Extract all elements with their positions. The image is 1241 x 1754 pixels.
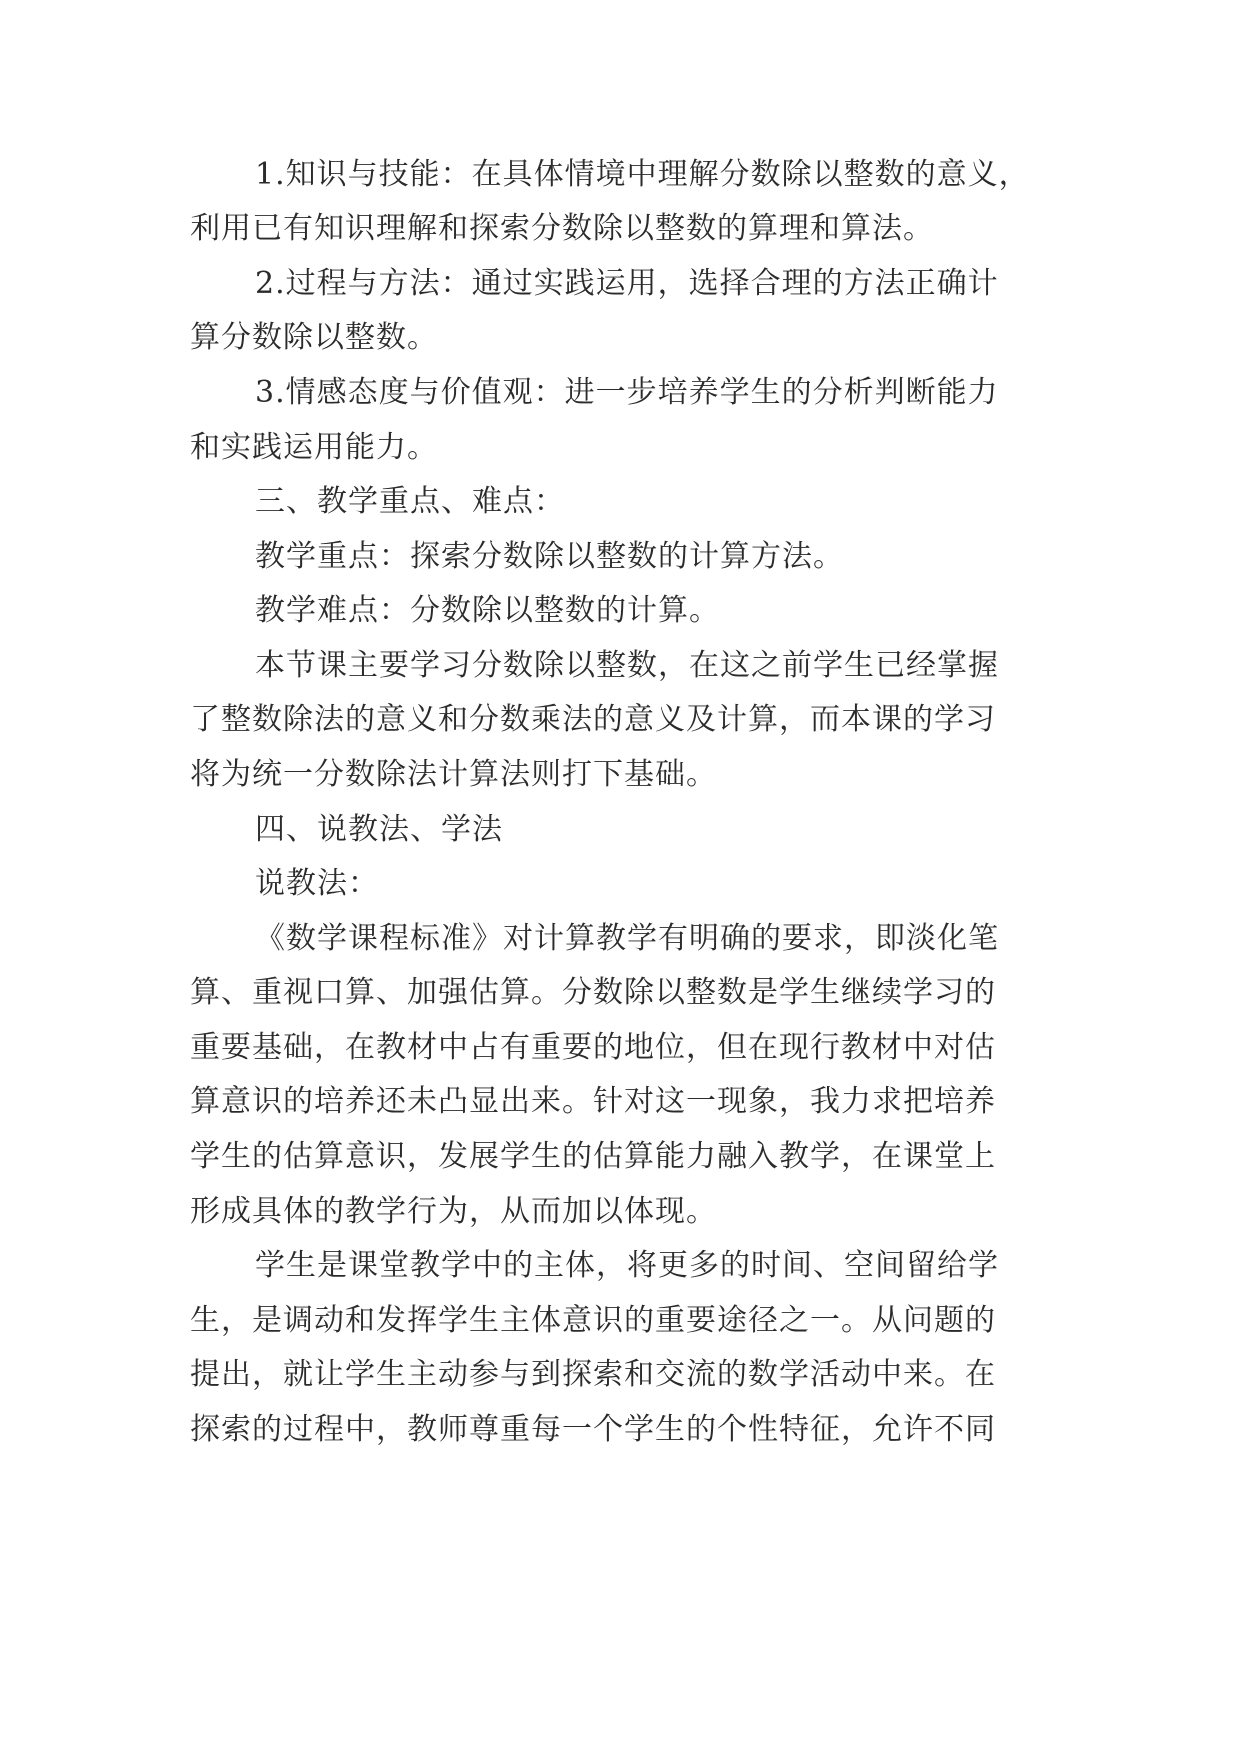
difficulty-line: 教学难点：分数除以整数的计算。 bbox=[255, 593, 720, 628]
objective-knowledge-line-2: 利用已有知识理解和探索分数除以整数的算理和算法。 bbox=[190, 211, 934, 246]
teaching-method-line-2: 算、重视口算、加强估算。分数除以整数是学生继续学习的 bbox=[190, 975, 996, 1010]
section-heading-methods: 四、说教法、学法 bbox=[255, 812, 503, 847]
objective-process-line-2: 算分数除以整数。 bbox=[190, 320, 438, 355]
key-point-line: 教学重点：探索分数除以整数的计算方法。 bbox=[255, 539, 844, 574]
student-centered-line-4: 探索的过程中，教师尊重每一个学生的个性特征，允许不同 bbox=[190, 1412, 996, 1447]
lesson-context-line-2: 了整数除法的意义和分数乘法的意义及计算，而本课的学习 bbox=[190, 702, 996, 737]
teaching-method-line-3: 重要基础，在教材中占有重要的地位，但在现行教材中对估 bbox=[190, 1030, 996, 1065]
student-centered-line-1: 学生是课堂教学中的主体，将更多的时间、空间留给学 bbox=[255, 1248, 999, 1283]
objective-knowledge-line-1: 1.知识与技能：在具体情境中理解分数除以整数的意义， bbox=[255, 157, 1030, 192]
section-heading-key-points: 三、教学重点、难点： bbox=[255, 484, 565, 519]
objective-process-line-1: 2.过程与方法：通过实践运用，选择合理的方法正确计 bbox=[255, 266, 999, 301]
objective-attitude-line-2: 和实践运用能力。 bbox=[190, 430, 438, 465]
student-centered-line-3: 提出，就让学生主动参与到探索和交流的数学活动中来。在 bbox=[190, 1357, 996, 1392]
student-centered-line-2: 生，是调动和发挥学生主体意识的重要途径之一。从问题的 bbox=[190, 1303, 996, 1338]
teaching-method-line-6: 形成具体的教学行为，从而加以体现。 bbox=[190, 1194, 717, 1229]
teaching-method-line-4: 算意识的培养还未凸显出来。针对这一现象，我力求把培养 bbox=[190, 1084, 996, 1119]
teaching-method-line-5: 学生的估算意识，发展学生的估算能力融入教学，在课堂上 bbox=[190, 1139, 996, 1174]
lesson-context-line-1: 本节课主要学习分数除以整数，在这之前学生已经掌握 bbox=[255, 648, 999, 683]
teaching-method-line-1: 《数学课程标准》对计算教学有明确的要求，即淡化笔 bbox=[255, 921, 999, 956]
subheading-teaching-method: 说教法： bbox=[255, 866, 379, 901]
lesson-context-line-3: 将为统一分数除法计算法则打下基础。 bbox=[190, 757, 717, 792]
objective-attitude-line-1: 3.情感态度与价值观：进一步培养学生的分析判断能力 bbox=[255, 375, 999, 410]
